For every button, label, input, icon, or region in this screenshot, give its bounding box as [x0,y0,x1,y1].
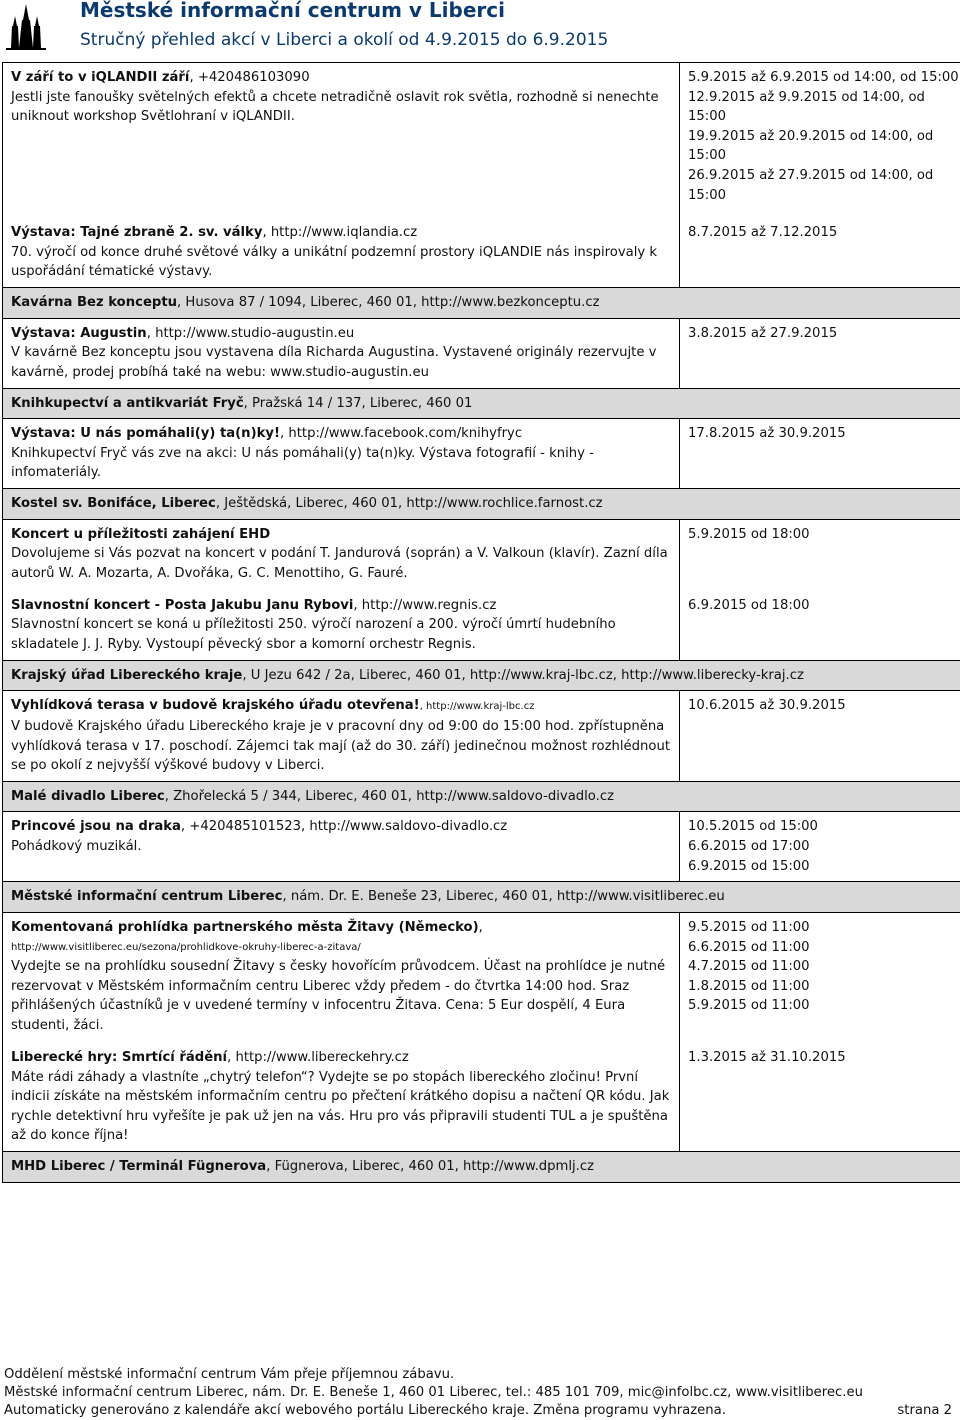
event-link[interactable]: , +420485101523, http://www.saldovo-divadlo.cz [180,819,508,835]
event-date: 10.6.2015 až 30.9.2015 [688,698,846,714]
footer-notice-row [4,1402,952,1420]
event-title: Princové jsou na draka [11,819,181,835]
event-item [11,596,671,655]
venue-row [3,882,960,913]
event-description-cell [3,812,680,882]
event-item [11,525,671,584]
venue-row [3,288,960,319]
event-item [11,324,671,383]
page-subtitle: Stručný přehled akcí v Liberci a okolí od 4.9.2015 do 6.9.2015 [80,30,609,50]
event-item [11,68,671,211]
event-text: Slavnostní koncert se koná u příležitosti 250. výročí narození a 200. výročí úmrtí hudebního skladatele J. J. Ryby. Vystoupí pěvecký sbor a komorní orchestr Regnis. [11,617,616,652]
event-text: V budově Krajského úřadu Libereckého kraje je v pracovní dny od 9:00 do 15:00 hod. zpřístupněna vyhlídková terasa v 17. poschodí. Zájemci tak mají (až do 30. září) jedinečnou možnost rozhlédnout se po okolí z nejvyšší výškové budovy v Liberci. [11,718,671,774]
events-table [2,62,960,1183]
venue-heading [3,1151,960,1182]
event-dates [688,918,960,1036]
event-dates-cell [680,691,960,781]
event-link[interactable]: , http://www.studio-augustin.eu [146,325,355,341]
event-heading [11,424,671,444]
venue-row [3,781,960,812]
venue-name: Knihkupectví a antikvariát Fryč [11,395,244,411]
event-heading [11,817,671,837]
event-dates [688,817,960,876]
venue-address: , U Jezu 642 / 2a, Liberec, 460 01, http://www.kraj-lbc.cz, http://www.liberecky-kraj.cz [242,667,804,683]
page-title: Městské informační centrum v Liberci [80,0,505,22]
event-title: V září to v iQLANDII září [11,70,190,85]
event-dates [688,696,960,775]
footer-contact: Městské informační centrum Liberec, nám. Dr. E. Beneše 1, 460 01 Liberec, tel.: 485 101 709, mic@infolbc.cz, www.visitliberec.eu [4,1385,863,1400]
event-date: 4.7.2015 od 11:00 [688,959,810,975]
venue-row [3,660,960,691]
venue-name: Městské informační centrum Liberec [11,889,283,905]
event-date: 6.6.2015 od 11:00 [688,939,810,955]
event-link[interactable]: , http://www.kraj-lbc.cz [419,701,535,713]
venue-heading [3,781,960,812]
event-heading [11,596,671,616]
venue-name: MHD Liberec / Terminál Fügnerova [11,1158,267,1174]
event-dates [688,324,960,383]
venue-row [3,388,960,419]
event-date: 10.5.2015 od 15:00 [688,819,818,835]
event-item [11,223,671,282]
event-title: Liberecké hry: Smrtící řádění [11,1049,228,1065]
event-description-cell [3,912,680,1151]
event-row [3,691,960,781]
event-row [3,63,960,288]
event-row [3,812,960,882]
event-item [11,1048,671,1146]
venue-heading [3,489,960,520]
event-date: 5.9.2015 od 18:00 [688,526,810,542]
event-link[interactable]: , http://www.iqlandia.cz [262,225,418,240]
liberec-town-hall-logo-icon [6,2,46,50]
event-dates [688,424,960,483]
event-dates-cell [680,519,960,660]
event-title: Slavnostní koncert - Posta Jakubu Janu Rybovi [11,597,354,613]
event-text: Vydejte se na prohlídku sousední Žitavy s česky hovořícím průvodcem. Účast na prohlídce je nutné rezervovat v Městském informačním centru Liberec vždy předem - do čtvrtka 14:00 hod. Sraz přihlášených účastníků je v uvedené termíny v infocentru Žitava. Cena: 5 Eur dospělí, 4 Eura studenti, žáci. [11,959,666,1033]
event-dates [688,525,960,584]
event-title: Výstava: U nás pomáhali(y) ta(n)ky! [11,426,280,442]
event-date: 6.9.2015 od 15:00 [688,858,810,874]
event-text: Dovolujeme si Vás pozvat na koncert v podání T. Jandurová (soprán) a V. Valkoun (klavír). Zazní díla autorů W. A. Mozarta, A. Dvořáka, G. C. Menottiho, G. Fauré. [11,546,668,581]
event-date: 12.9.2015 až 9.9.2015 od 14:00, od 15:00 [688,89,925,125]
page-number: strana 2 [897,1403,952,1418]
event-text: Máte rádi záhady a vlastníte „chytrý telefon“? Vydejte se po stopách libereckého zločinu! První indicii získáte na městském informačním centru po přečtení krátkého dopisu a načtení QR kódu. Jak rychle detektivní hru vyřešíte je pak už jen na vás. Hru pro vás připravili studenti TUL a je spuštěna až do konce října! [11,1069,670,1144]
event-item [11,696,671,775]
event-dates-cell [680,63,960,288]
venue-address: , Fügnerova, Liberec, 460 01, http://www.dpmlj.cz [266,1158,595,1174]
event-date: 6.9.2015 od 18:00 [688,597,810,613]
event-item [11,424,671,483]
event-text: Knihkupectví Fryč vás zve na akci: U nás pomáhali(y) ta(n)ky. Výstava fotografií - knihy - infomateriály. [11,445,594,481]
venue-heading [3,882,960,913]
event-title: Komentovaná prohlídka partnerského města Žitavy (Německo) [11,919,479,935]
event-description-cell [3,419,680,489]
venue-row [3,489,960,520]
page-footer [4,1366,952,1420]
event-link[interactable]: , [478,919,483,935]
event-link[interactable]: , http://www.libereckehry.cz [227,1049,409,1065]
event-heading [11,324,671,344]
event-date: 3.8.2015 až 27.9.2015 [688,325,838,341]
event-heading [11,68,671,88]
event-date: 1.8.2015 od 11:00 [688,978,810,994]
event-description-cell [3,691,680,781]
event-dates [688,223,960,282]
event-description-cell [3,63,680,288]
venue-address: , nám. Dr. E. Beneše 23, Liberec, 460 01, http://www.visitliberec.eu [282,889,725,905]
event-title: Výstava: Augustin [11,325,147,341]
event-dates-cell [680,812,960,882]
venue-row [3,1151,960,1182]
event-heading [11,525,671,545]
event-text: Pohádkový muzikál. [11,838,142,854]
event-title: Výstava: Tajné zbraně 2. sv. války [11,225,263,240]
event-heading [11,1048,671,1068]
footer-greeting: Oddělení městské informační centrum Vám přeje příjemnou zábavu. [4,1367,455,1382]
event-url[interactable]: http://www.visitliberec.eu/sezona/prohlidkove-okruhy-liberec-a-zitava/ [11,941,361,953]
events-table-body [3,63,960,1183]
event-row [3,519,960,660]
event-date: 5.9.2015 až 6.9.2015 od 14:00, od 15:00 [688,70,959,85]
event-date: 1.3.2015 až 31.10.2015 [688,1049,846,1065]
event-heading [11,223,671,243]
footer-notice: Automaticky generováno z kalendáře akcí webového portálu Libereckého kraje. Změna programu vyhrazena. [4,1403,726,1418]
event-row [3,318,960,388]
event-date: 5.9.2015 od 11:00 [688,998,810,1014]
venue-address: , Ještědská, Liberec, 460 01, http://www.rochlice.farnost.cz [215,496,603,512]
event-dates [688,596,960,655]
event-dates-cell [680,419,960,489]
event-date: 19.9.2015 až 20.9.2015 od 14:00, od 15:00 [688,128,934,164]
venue-name: Malé divadlo Liberec [11,788,165,804]
event-heading [11,696,671,717]
venue-name: Kavárna Bez konceptu [11,295,178,310]
event-date: 6.6.2015 od 17:00 [688,838,810,854]
venue-name: Krajský úřad Libereckého kraje [11,667,243,683]
event-dates [688,1048,960,1146]
event-date: 26.9.2015 až 27.9.2015 od 14:00, od 15:00 [688,167,934,203]
event-date: 9.5.2015 od 11:00 [688,919,810,935]
event-dates [688,68,960,211]
event-link[interactable]: , http://www.facebook.com/knihyfryc [279,426,523,442]
event-heading [11,918,671,938]
venue-address: , Pražská 14 / 137, Liberec, 460 01 [243,395,473,411]
venue-heading [3,388,960,419]
page-header [0,0,960,58]
venue-address: , Zhořelecká 5 / 344, Liberec, 460 01, http://www.saldovo-divadlo.cz [164,788,615,804]
venue-heading [3,288,960,319]
event-dates-cell [680,912,960,1151]
event-title: Koncert u příležitosti zahájení EHD [11,526,271,542]
venue-name: Kostel sv. Bonifáce, Liberec [11,496,216,512]
event-item [11,817,671,876]
event-text: 70. výročí od konce druhé světové války a unikátní podzemní prostory iQLANDIE nás inspirovaly k uspořádání tématické výstavy. [11,244,658,280]
event-description-cell [3,519,680,660]
venue-heading [3,660,960,691]
event-item [11,918,671,1036]
event-text: V kavárně Bez konceptu jsou vystavena díla Richarda Augustina. Vystavené originály rezervujte v kavárně, prodej probíhá také na webu: www.studio-augustin.eu [11,345,657,380]
event-row [3,912,960,1151]
event-date: 8.7.2015 až 7.12.2015 [688,225,838,240]
event-text: Jestli jste fanoušky světelných efektů a chcete netradičně oslavit rok světla, rozhodně si nenechte uniknout workshop Světlohraní v iQLANDII. [11,89,659,125]
event-dates-cell [680,318,960,388]
event-title: Vyhlídková terasa v budově krajského úřadu otevřena! [11,698,420,714]
event-link[interactable]: , +420486103090 [189,70,310,85]
event-date: 17.8.2015 až 30.9.2015 [688,426,846,442]
event-link[interactable]: , http://www.regnis.cz [353,597,497,613]
event-description-cell [3,318,680,388]
event-row [3,419,960,489]
venue-address: , Husova 87 / 1094, Liberec, 460 01, http://www.bezkonceptu.cz [177,295,600,310]
